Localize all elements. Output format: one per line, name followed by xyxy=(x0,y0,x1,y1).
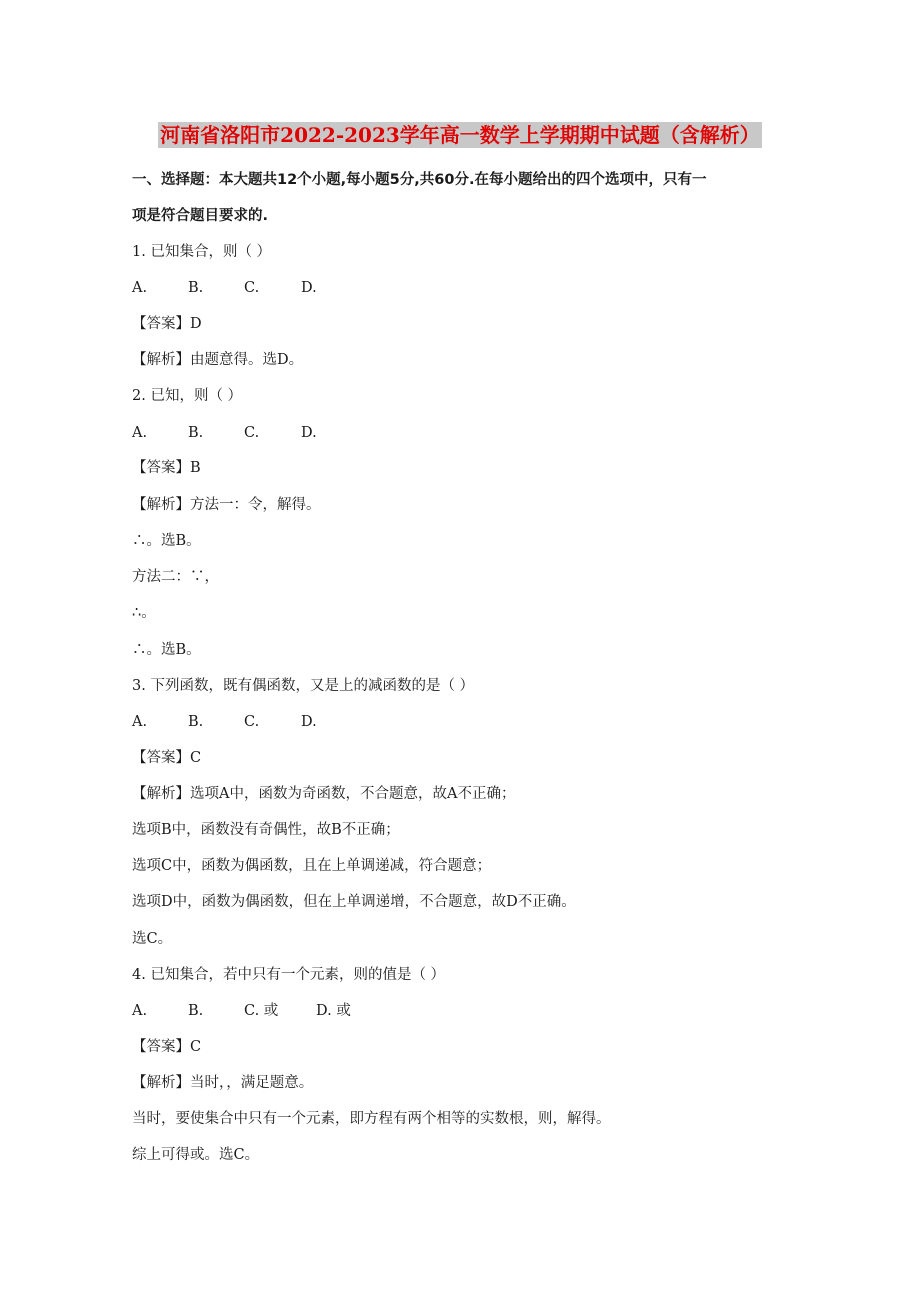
page-title: 河南省洛阳市2022-2023学年高一数学上学期期中试题（含解析） xyxy=(160,123,760,147)
q1-option-a: A. xyxy=(132,280,148,296)
q1-option-d: D. xyxy=(301,280,317,296)
q2-option-c: C. xyxy=(244,425,260,441)
q1-analysis-line: 【解析】由题意得。选D。 xyxy=(132,352,304,368)
q1-answer: 【答案】D xyxy=(132,316,202,332)
q2-option-d: D. xyxy=(301,425,317,441)
q3-option-b: B. xyxy=(188,714,204,730)
q3-analysis-line: 选项B中，函数没有奇偶性，故B不正确； xyxy=(132,822,400,838)
q4-analysis-line: 综上可得或。选C。 xyxy=(132,1147,260,1163)
q4-option-a: A. xyxy=(132,1003,148,1019)
section-heading-line-1: 一、选择题：本大题共12个小题,每小题5分,共60分.在每小题给出的四个选项中，只有一 xyxy=(132,172,707,188)
q3-option-c: C. xyxy=(244,714,260,730)
q2-stem: 2. 已知，则（ ） xyxy=(132,388,243,404)
q3-answer: 【答案】C xyxy=(132,750,202,766)
q2-analysis-line: 【解析】方法一：令，解得。 xyxy=(132,497,321,513)
q4-option-b: B. xyxy=(188,1003,204,1019)
q3-analysis-line: 选项C中，函数为偶函数，且在上单调递减，符合题意； xyxy=(132,858,492,874)
q2-analysis-line: ∴。选B。 xyxy=(132,533,201,549)
q3-stem: 3. 下列函数，既有偶函数，又是上的减函数的是（ ） xyxy=(132,678,475,694)
q2-analysis-line: ∴。 xyxy=(132,605,156,621)
q2-answer: 【答案】B xyxy=(132,460,201,476)
q1-option-b: B. xyxy=(188,280,204,296)
q2-option-b: B. xyxy=(188,425,204,441)
title-container xyxy=(0,122,920,148)
q2-option-a: A. xyxy=(132,425,148,441)
q3-option-a: A. xyxy=(132,714,148,730)
q2-analysis-line: 方法二：∵， xyxy=(132,569,219,585)
q4-answer: 【答案】C xyxy=(132,1039,202,1055)
q3-analysis-line: 【解析】选项A中，函数为奇函数，不合题意，故A不正确； xyxy=(132,786,516,802)
section-heading-line-2: 项是符合题目要求的. xyxy=(132,208,269,224)
q2-analysis-line: ∴。选B。 xyxy=(132,642,201,658)
q1-stem: 1. 已知集合，则（ ） xyxy=(132,244,272,260)
q3-analysis-line: 选C。 xyxy=(132,931,173,947)
q3-analysis-line: 选项D中，函数为偶函数，但在上单调递增，不合题意，故D不正确。 xyxy=(132,894,576,910)
q4-option-c: C. 或 xyxy=(244,1003,279,1019)
q4-stem: 4. 已知集合，若中只有一个元素，则的值是（ ） xyxy=(132,967,446,983)
q1-option-c: C. xyxy=(244,280,260,296)
q4-analysis-line: 【解析】当时，，满足题意。 xyxy=(132,1075,314,1091)
q3-option-d: D. xyxy=(301,714,317,730)
q4-option-d: D. 或 xyxy=(316,1003,351,1019)
q4-analysis-line: 当时，要使集合中只有一个元素，即方程有两个相等的实数根，则，解得。 xyxy=(132,1111,611,1127)
